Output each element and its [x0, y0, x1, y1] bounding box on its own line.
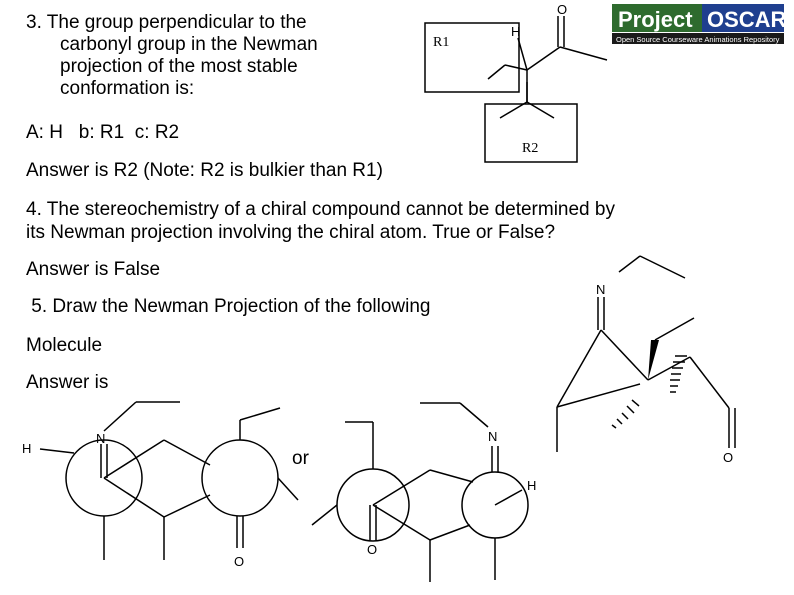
bond-carbonyl-to-methyl: [560, 47, 607, 60]
bridge-upper: [648, 357, 690, 380]
n1-ring-bottom-2: [164, 495, 210, 517]
question-3-answer: Answer is R2 (Note: R2 is bulkier than R1): [26, 160, 383, 181]
n1-ring-top-1: [104, 440, 164, 478]
hashed-bond-1: [670, 356, 687, 392]
n1-right-methyl: [278, 478, 298, 500]
label-o-q3: O: [557, 2, 568, 17]
logo-word-oscar: OSCAR: [707, 7, 786, 32]
question-4-answer: Answer is False: [26, 259, 161, 280]
r1-box: [425, 23, 519, 92]
newman-1-right-circle: [202, 440, 278, 516]
ethyl-bond-1: [619, 256, 640, 272]
ethyl-bond-2: [640, 256, 685, 278]
n1-bond-h: [40, 449, 74, 453]
question-3-line-2: carbonyl group in the Newman: [60, 34, 318, 55]
question-3-choices: A: H b: R1 c: R2: [26, 122, 180, 143]
ring-bond-to-bridgehead: [601, 330, 648, 380]
ring-right-down: [690, 357, 729, 408]
n2-ring-top-2: [430, 470, 473, 482]
n1-ring-top-2: [164, 440, 210, 465]
question-3-line-4: conformation is:: [60, 78, 195, 99]
n1-ring-bottom-1: [104, 478, 164, 517]
ring-bond-left-down: [557, 330, 601, 407]
newman-projection-1: [40, 402, 298, 560]
n2-ring-top-1: [373, 470, 430, 505]
label-h-newman-2: H: [527, 478, 537, 493]
or-separator: or: [292, 448, 309, 469]
question-5-answer: Answer is: [26, 372, 109, 393]
n1-right-up-ext: [240, 408, 280, 420]
label-r2: R2: [522, 141, 539, 156]
label-n-newman-1: N: [96, 431, 106, 446]
n2-left-methyl: [312, 505, 337, 525]
logo-tagline: Open Source Courseware Animations Repository: [616, 35, 780, 44]
question-5-molecule: [557, 256, 735, 452]
label-o-newman-2: O: [367, 542, 378, 557]
ring-bottom-left: [557, 384, 640, 407]
label-h-q3: H: [511, 24, 521, 39]
n2-ring-bottom-2: [430, 525, 470, 540]
n2-ethyl-N-2: [460, 403, 488, 427]
n1-ethyl-1: [104, 402, 136, 431]
question-4-line-1: 4. The stereochemistry of a chiral compound cannot be determined by: [26, 199, 615, 220]
label-h-newman-1: H: [22, 441, 32, 456]
wedge-bond: [648, 340, 659, 380]
n2-ring-bottom-1: [373, 505, 430, 540]
label-n-newman-2: N: [488, 429, 498, 444]
n2-bond-h: [495, 490, 522, 505]
label-n-q5: N: [596, 282, 606, 297]
bond-to-r1-chain: [505, 65, 527, 70]
question-5-line-2: Molecule: [26, 335, 103, 356]
question-5-line-1: 5. Draw the Newman Projection of the following: [26, 296, 431, 317]
label-o-newman-1: O: [234, 554, 245, 569]
question-3-line-1: 3. The group perpendicular to the: [26, 12, 307, 33]
question-4-line-2: its Newman projection involving the chiral atom. True or False?: [26, 222, 556, 243]
logo-word-project: Project: [618, 7, 693, 32]
r1-chain: [488, 65, 505, 79]
methyl-upper-right: [655, 318, 694, 340]
label-o-q5: O: [723, 450, 734, 465]
label-r1: R1: [433, 35, 450, 50]
hashed-bond-2: [612, 400, 639, 428]
question-3-line-3: projection of the most stable: [60, 56, 298, 77]
bond-to-carbonyl: [527, 47, 560, 70]
